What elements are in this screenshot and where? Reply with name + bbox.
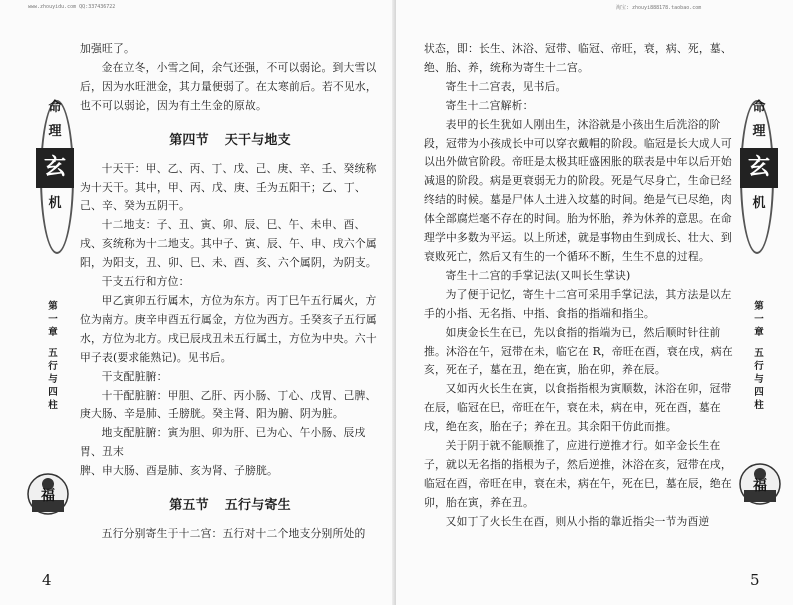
paragraph: 寄生十二宫解析： — [445, 98, 534, 112]
fortune-char: 福 — [41, 488, 55, 504]
left-page — [0, 0, 396, 605]
section-label: 第四节 — [169, 132, 209, 148]
paragraph: 十二地支：子、丑、寅、卯、辰、巳、午、未申、酉、戌、亥统称为十二地支。其中子、寅、辰、午、申、戌六个属阳，为阳支，丑、卯、巳、未、酉、亥、六个属阴，为阴支。 — [80, 218, 377, 270]
side-title-char-highlight: 玄 — [740, 148, 778, 188]
section-label: 第五节 — [169, 498, 209, 514]
page-header-left: www.zhouyidu.com QQ:337436722 — [28, 4, 116, 10]
side-title-char-highlight: 玄 — [36, 148, 74, 188]
chapter-char: 第 — [48, 301, 58, 312]
paragraph: 又如丙火长生在寅，以食指指根为寅顺数，沐浴在卯，冠带在辰，临冠在巳，帝旺在午，衰在未，病在申，死在酉，墓在戌，绝在亥，胎在子；养在丑。其余阳干仿此而推。 — [424, 382, 732, 434]
paragraph: 干支配脏腑： — [101, 369, 168, 383]
right-page-body — [424, 40, 734, 532]
chapter-char: 与 — [754, 374, 764, 385]
paragraph: 为了便于记忆，寄生十二宫可采用手掌记法，其方法是以左手的小指、无名指、中指、食指的指端和指尘。 — [424, 287, 732, 320]
paragraph: 表甲的长生犹如人刚出生，沐浴就是小孩出生后洗浴的阶段，冠带为小孩成长中可以穿衣戴帽的阶段。临冠是长大成人可以出外做官阶段。帝旺是太极其旺盛困胀的联表是中年以后开始减退的阶段。病是更衰弱无力的阶段。死是气尽身亡，生命已经终结的时候。墓是尸体人土进入坟墓的时间。绝是气已尽绝，肉体全部腐烂毫不存在的时间。胎为怀胎，养为休养的意思。在命理学中多数为平运。以上所述，就是事物由生到成长、壮大、到衰败死亡，然后又有生的一个循环不断，生生不息的过程。 — [424, 117, 732, 263]
side-title-char: 命 — [752, 100, 766, 115]
section-5-heading — [80, 495, 380, 517]
chapter-tab — [750, 300, 768, 412]
side-title-tab — [36, 96, 74, 216]
chapter-char: 与 — [48, 374, 58, 385]
paragraph: 甲乙寅卯五行属木，方位为东方。丙丁巳午五行属火，方位为南方。庚辛申酉五行属金，方位为西方。壬癸亥子五行属水，方位为北方。戌已辰戌丑未五行属土，方位为中央。六十甲子表(要求能熟记)。见书后。 — [80, 293, 377, 364]
chapter-char: 五 — [48, 348, 58, 359]
chapter-char: 章 — [48, 327, 58, 338]
paragraph: 加强旺了。 — [80, 42, 135, 55]
chapter-char: 一 — [48, 314, 58, 325]
chapter-char: 一 — [754, 314, 764, 325]
fortune-figure-icon — [24, 470, 72, 518]
side-title-char: 机 — [48, 196, 62, 211]
chapter-char: 第 — [754, 301, 764, 312]
paragraph: 如庚金长生在已，先以食指的指端为已，然后顺时针往前推。沐浴在午，冠带在未，临它在 R，帝旺在酉，衰在戌，病在亥，死在子，墓在丑，绝在寅，胎在卯，养在辰。 — [424, 325, 733, 377]
chapter-char: 柱 — [754, 400, 764, 411]
chapter-char: 四 — [754, 387, 764, 398]
fortune-char: 福 — [753, 478, 767, 494]
paragraph: 五行分别寄生于十二宫：五行对十二个地支分别所处的 — [101, 527, 366, 541]
section-title: 天干与地支 — [224, 132, 291, 148]
page-number: 4 — [42, 571, 52, 589]
fortune-figure-icon — [736, 460, 784, 508]
side-title-char: 理 — [48, 124, 62, 139]
side-title-char: 命 — [48, 100, 62, 115]
side-title-tab — [740, 96, 778, 216]
paragraph: 十天干：甲、乙、丙、丁、戊、己、庚、辛、壬、癸统称为十天干。其中，甲、丙、戊、庚、壬为五阳干；乙、丁、己、辛、癸为五阴干。 — [80, 161, 377, 213]
paragraph: 状态，即：长生、沐浴、冠带、临冠、帝旺，衰，病、死，墓、绝、胎、养，统称为寄生十二宫。 — [424, 42, 732, 74]
page-header-right: 淘宝: zhouyi888178.taobao.com — [616, 5, 702, 11]
paragraph: 地支配脏腑：寅为胆、卯为肝、已为心、午小肠、辰戌胃、丑末 — [80, 426, 366, 459]
page-number: 5 — [750, 571, 760, 589]
paragraph: 脾、申大肠、酉是肺、亥为肾、子膀胱。 — [80, 464, 278, 478]
paragraph: 金在立冬，小雪之间，余气还强，不可以弱论。到大雪以后，因为水旺泄金，其力量便弱了。在太寒前后。若不见水，也不可以弱论，因为有土生金的原故。 — [80, 60, 377, 112]
chapter-char: 行 — [754, 361, 764, 372]
chapter-char: 四 — [48, 387, 58, 398]
right-page — [396, 0, 793, 605]
section-4-heading — [80, 130, 380, 152]
chapter-char: 章 — [754, 327, 764, 338]
section-title: 五行与寄生 — [224, 498, 291, 514]
chapter-char: 柱 — [48, 400, 58, 411]
paragraph: 关于阴于就不能顺推了，应进行逆推才行。如辛金长生在子，就以无名指的指根为子，然后逆推，沐浴在亥，冠带在戌，临冠在酉，帝旺在申，衰在未，病在午，死在巳，墓在辰，绝在卯，胎在寅，养在丑。 — [424, 439, 732, 509]
paragraph: 又如丁了火长生在酉，则从小指的靠近指尖一节为酉逆 — [445, 514, 710, 528]
chapter-tab — [44, 300, 62, 412]
paragraph: 十干配脏腑：甲胆、乙肝、丙小肠、丁心、戊胃、己脾、庚大肠、辛是肺、壬膀胱。癸主肾、阳为腑、阴为脏。 — [80, 388, 377, 421]
left-page-body — [80, 40, 380, 544]
side-title-char: 理 — [752, 124, 766, 139]
paragraph: 干支五行和方位： — [101, 275, 190, 289]
side-title-char: 机 — [752, 196, 766, 211]
paragraph: 寄生十二宫表，见书后。 — [445, 79, 567, 93]
chapter-char: 五 — [754, 348, 764, 359]
paragraph: 寄生十二宫的手掌记法(又叫长生掌诀) — [445, 268, 631, 282]
chapter-char: 行 — [48, 361, 58, 372]
